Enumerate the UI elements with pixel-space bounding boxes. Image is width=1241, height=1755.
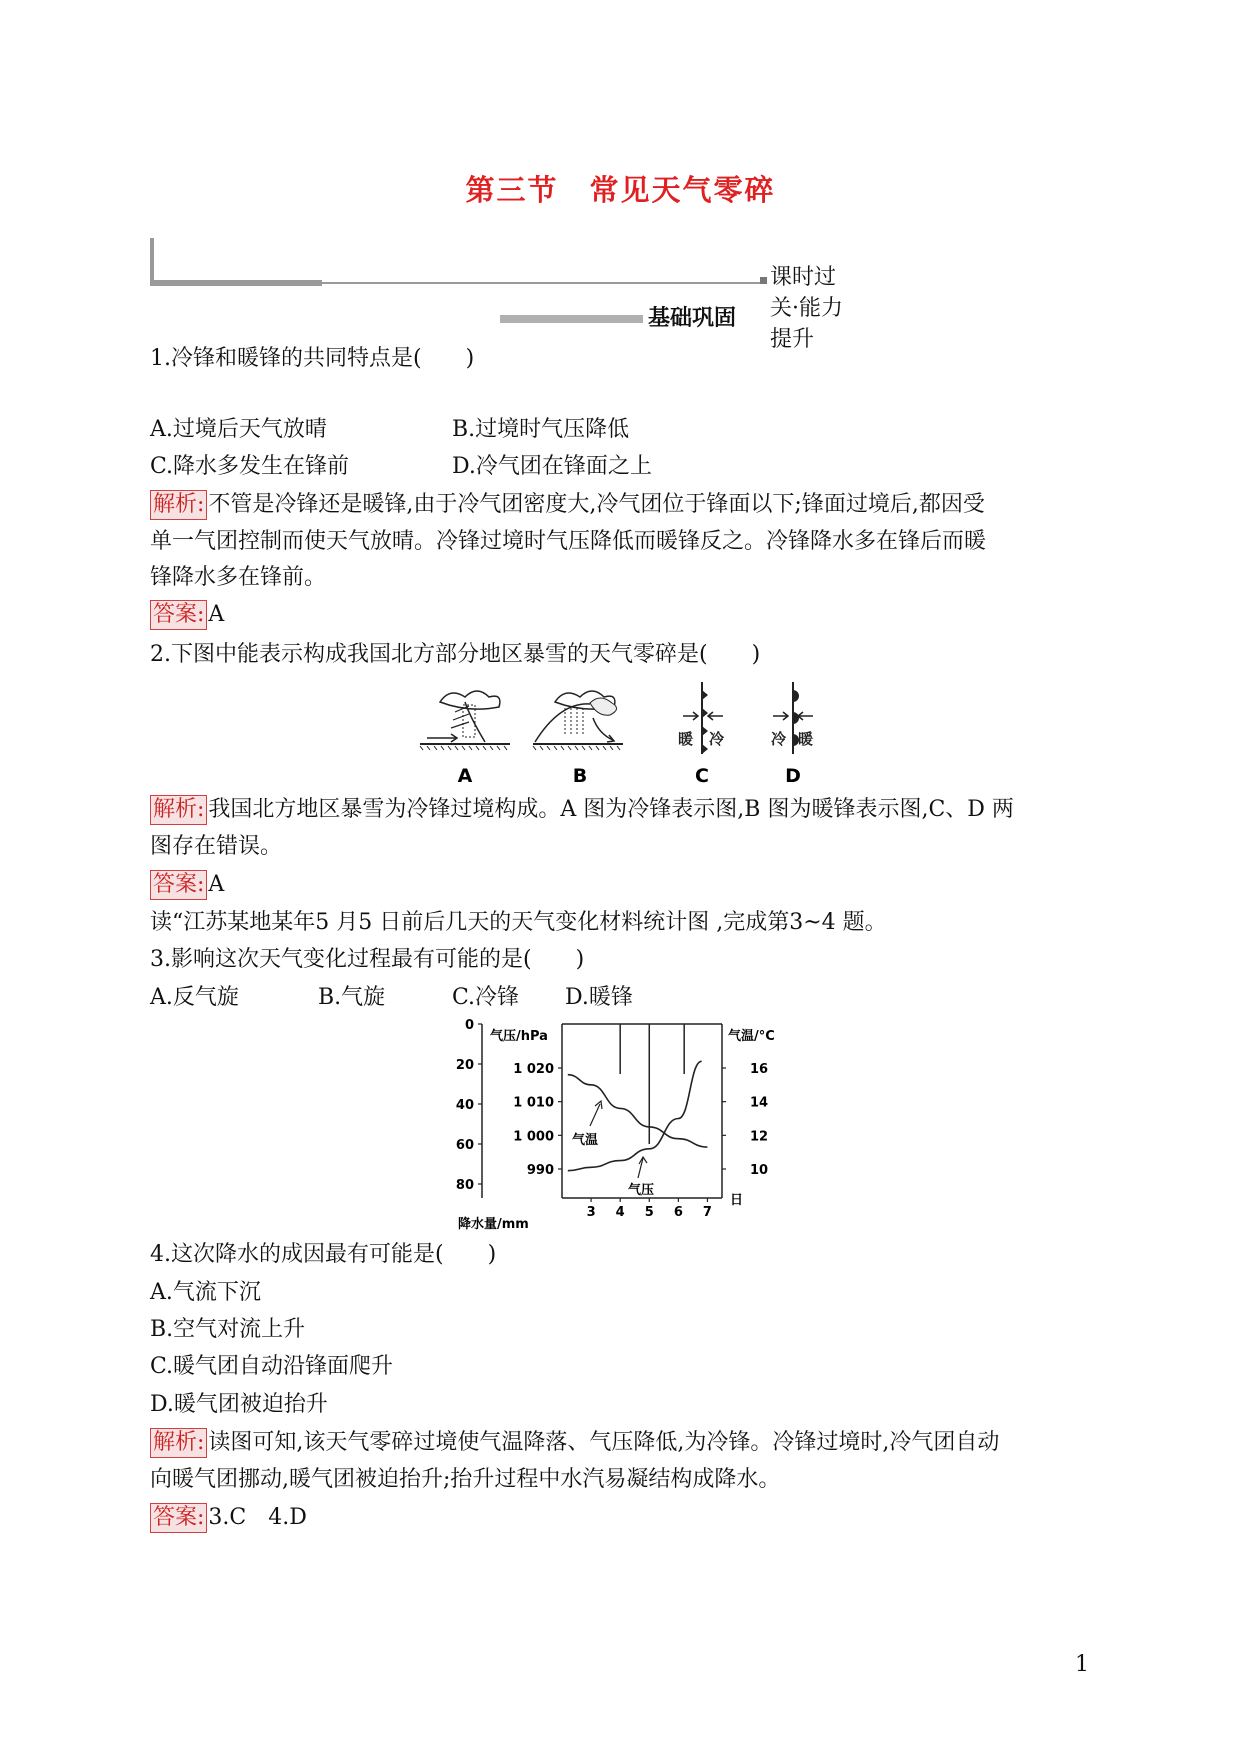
- label-b: B: [572, 765, 588, 787]
- q1-option-b: B.过境时气压降低: [452, 417, 630, 442]
- left-tick-label: 80: [455, 1178, 474, 1193]
- q1-analysis-line2: 单一气团控制而使天气放晴。冷锋过境时气压降低而暖锋反之。冷锋降水多在锋后而暖: [150, 529, 987, 554]
- intro-text: 读“江苏某地某年5 月5 日前后几天的天气变化材料统计图 ,完成第3~4 题。: [150, 910, 887, 935]
- q3-option-c: C.冷锋: [452, 985, 520, 1010]
- q1-option-c: C.降水多发生在锋前: [150, 454, 350, 479]
- x-tick-label: 4: [615, 1205, 625, 1220]
- weather-chart: [440, 1018, 800, 1233]
- temp-tick-label: 12: [750, 1129, 769, 1145]
- x-tick-label: 6: [673, 1205, 683, 1220]
- banner-label: 课时过关·能力提升: [770, 265, 843, 352]
- left-tick-label: 60: [455, 1138, 474, 1153]
- c-right-label: 冷: [709, 730, 725, 748]
- q4-analysis-line1: [150, 1428, 999, 1458]
- banner-bar-thick: [150, 280, 322, 286]
- q4-answer-value: 3.C 4.D: [208, 1505, 307, 1530]
- page-number: 1: [1075, 1652, 1089, 1677]
- section-bar: [500, 315, 643, 323]
- analysis-tag: 解析:: [150, 795, 207, 825]
- q2-analysis-line1: [150, 795, 1014, 825]
- q1-analysis-text1: 不管是冷锋还是暖锋,由于冷气团密度大,冷气团位于锋面以下;锋面过境后,都因受: [208, 492, 985, 517]
- q4-analysis-line2: 向暖气团挪动,暖气团被迫抬升;抬升过程中水汽易凝结构成降水。: [150, 1467, 781, 1492]
- q4-analysis-text1: 读图可知,该天气零碎过境使气温降落、气压降低,为冷锋。冷锋过境时,冷气团自动: [208, 1430, 1000, 1455]
- pressure-series-label: 气压: [628, 1183, 655, 1198]
- front-diagram: [415, 680, 835, 790]
- section-label: 基础巩固: [648, 306, 737, 331]
- label-a: A: [457, 765, 473, 787]
- q2-answer-value: A: [208, 872, 225, 897]
- q3-option-d: D.暖锋: [565, 985, 633, 1010]
- pressure-tick-label: 990: [526, 1163, 554, 1178]
- banner-bar-thin: [322, 282, 762, 284]
- q2-analysis-line2: 图存在错误。: [150, 834, 283, 859]
- label-c: C: [695, 765, 709, 787]
- x-unit-label: 日: [730, 1193, 744, 1208]
- diagram-b: [533, 691, 623, 750]
- q1-option-a: A.过境后天气放晴: [150, 417, 327, 442]
- temp-axis-label: 气温/°C: [728, 1029, 775, 1044]
- x-tick-label: 7: [702, 1205, 712, 1220]
- label-d: D: [785, 765, 801, 787]
- q1-analysis-line3: 锋降水多在锋前。: [150, 565, 327, 590]
- temperature-series-label: 气温: [572, 1133, 599, 1148]
- q4-option-a: A.气流下沉: [150, 1280, 261, 1305]
- pressure-tick-label: 1 020: [513, 1062, 554, 1077]
- answer-tag: 答案:: [150, 600, 207, 630]
- q4-option-b: B.空气对流上升: [150, 1317, 306, 1342]
- q1-analysis-line1: [150, 490, 985, 520]
- banner-bracket: [150, 238, 154, 284]
- pressure-arrowhead: [639, 1157, 647, 1164]
- page-title: 第三节 常见天气零碎: [465, 173, 776, 207]
- x-tick-label: 3: [586, 1205, 596, 1220]
- q4-answer: [150, 1503, 307, 1533]
- q2-analysis-text1: 我国北方地区暴雪为冷锋过境构成。A 图为冷锋表示图,B 图为暖锋表示图,C、D 两: [208, 797, 1014, 822]
- diagram-a: [420, 691, 510, 750]
- left-tick-label: 20: [455, 1058, 474, 1073]
- answer-tag: 答案:: [150, 870, 207, 900]
- q1-option-d: D.冷气团在锋面之上: [452, 454, 652, 479]
- temp-tick-label: 10: [750, 1163, 769, 1178]
- x-tick-label: 5: [644, 1205, 654, 1220]
- temp-tick-label: 14: [750, 1095, 769, 1111]
- q3-option-b: B.气旋: [318, 985, 386, 1010]
- answer-tag: 答案:: [150, 1503, 207, 1533]
- q1-stem: 1.冷锋和暖锋的共同特点是( ): [150, 346, 475, 371]
- temp-tick-label: 16: [750, 1062, 769, 1077]
- q4-stem: 4.这次降水的成因最有可能是( ): [150, 1242, 497, 1267]
- q4-option-d: D.暖气团被迫抬升: [150, 1392, 328, 1417]
- left-tick-label: 0: [464, 1018, 474, 1033]
- diagram-c: [678, 682, 725, 754]
- q2-stem: 2.下图中能表示构成我国北方部分地区暴雪的天气零碎是( ): [150, 642, 761, 667]
- pressure-tick-label: 1 010: [513, 1095, 554, 1111]
- d-left-label: 冷: [771, 730, 787, 748]
- q1-answer: [150, 600, 224, 630]
- q3-option-a: A.反气旋: [150, 985, 239, 1010]
- pressure-tick-label: 1 000: [513, 1129, 554, 1145]
- left-axis-label: 降水量/mm: [458, 1217, 529, 1232]
- q2-answer: [150, 870, 224, 900]
- c-left-label: 暖: [678, 730, 694, 748]
- d-right-label: 暖: [798, 730, 814, 748]
- analysis-tag: 解析:: [150, 490, 207, 520]
- left-tick-label: 40: [455, 1098, 474, 1113]
- q1-answer-value: A: [208, 602, 225, 627]
- q4-option-c: C.暖气团自动沿锋面爬升: [150, 1354, 394, 1379]
- pressure-line: [568, 1061, 702, 1170]
- q3-stem: 3.影响这次天气变化过程最有可能的是( ): [150, 947, 585, 972]
- pressure-axis-label: 气压/hPa: [490, 1029, 548, 1044]
- analysis-tag: 解析:: [150, 1428, 207, 1458]
- temperature-label-arrow: [590, 1104, 600, 1126]
- diagram-d: [771, 682, 813, 754]
- banner-square: [760, 277, 767, 284]
